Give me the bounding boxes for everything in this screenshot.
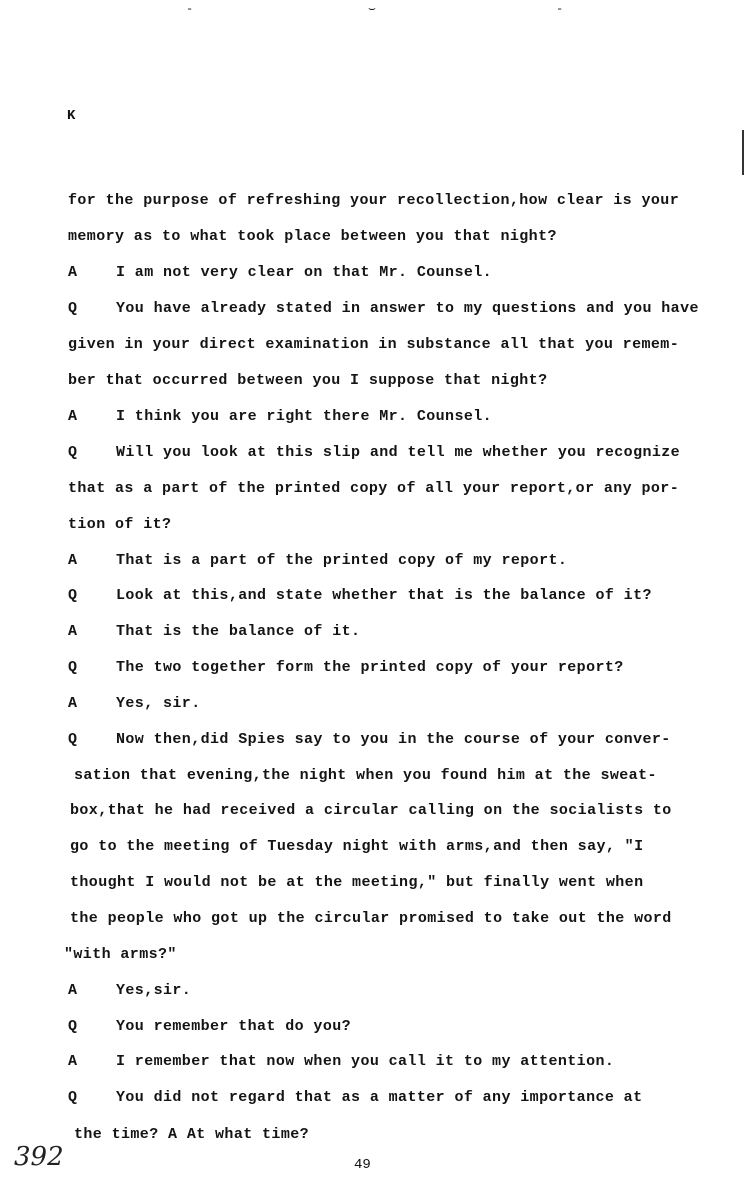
transcript-line — [74, 767, 657, 784]
line-text: for the purpose of refreshing your recollection,how clear is your — [68, 192, 680, 209]
line-text: go to the meeting of Tuesday night with arms,and then say, "I — [70, 838, 644, 855]
speaker-label: A — [68, 623, 78, 640]
transcript-line — [70, 838, 644, 855]
top-edge-marks — [0, 0, 748, 20]
edge-mark: - — [186, 2, 194, 16]
line-text: Look at this,and state whether that is the balance of it? — [116, 587, 652, 604]
transcript-line — [64, 946, 177, 963]
line-text: You have already stated in answer to my questions and you have — [116, 300, 699, 317]
speaker-label: Q — [68, 1089, 78, 1106]
speaker-label: Q — [68, 444, 78, 461]
line-text: Yes,sir. — [116, 982, 192, 999]
line-text: the people who got up the circular promised to take out the word — [70, 910, 672, 927]
handwritten-page-number: 392 — [14, 1142, 64, 1172]
transcript-line — [68, 264, 492, 281]
transcript-line — [68, 731, 671, 748]
line-text: Will you look at this slip and tell me whether you recognize — [116, 444, 681, 461]
transcript-line — [68, 659, 624, 676]
line-text: thought I would not be at the meeting," but finally went when — [70, 874, 644, 891]
line-text: I am not very clear on that Mr. Counsel. — [116, 264, 493, 281]
transcript-line — [68, 192, 679, 209]
speaker-label: A — [68, 264, 78, 281]
line-text: the time? A At what time? — [74, 1126, 310, 1143]
line-text: You did not regard that as a matter of any importance at — [116, 1089, 643, 1106]
line-text: tion of it? — [68, 516, 172, 533]
line-text: box,that he had received a circular calling on the socialists to — [70, 802, 672, 819]
transcript-line — [68, 1089, 642, 1106]
speaker-label: Q — [68, 587, 78, 604]
speaker-label: A — [68, 408, 78, 425]
transcript-line — [68, 1018, 351, 1035]
transcript-line — [70, 874, 644, 891]
transcript-line — [68, 372, 547, 389]
line-text: That is the balance of it. — [116, 623, 361, 640]
line-text: The two together form the printed copy of your report? — [116, 659, 624, 676]
transcript-line — [68, 480, 679, 497]
transcript-line — [68, 587, 652, 604]
line-text: memory as to what took place between you that night? — [68, 228, 557, 245]
line-text: I think you are right there Mr. Counsel. — [116, 408, 493, 425]
line-text: ber that occurred between you I suppose that night? — [68, 372, 548, 389]
speaker-label: A — [68, 552, 78, 569]
edge-mark: - — [556, 2, 564, 16]
transcript-line — [68, 695, 201, 712]
transcript-line — [68, 444, 680, 461]
line-text: sation that evening,the night when you found him at the sweat- — [74, 767, 657, 784]
line-text: You remember that do you? — [116, 1018, 352, 1035]
line-text: Now then,did Spies say to you in the course of your conver- — [116, 731, 671, 748]
line-text: That is a part of the printed copy of my report. — [116, 552, 568, 569]
edge-mark: ⌣ — [368, 2, 376, 16]
line-text: Yes, sir. — [116, 695, 201, 712]
speaker-label: A — [68, 982, 78, 999]
line-text: given in your direct examination in substance all that you remem- — [68, 336, 680, 353]
transcript-line — [68, 408, 492, 425]
speaker-label: Q — [68, 731, 78, 748]
speaker-label: Q — [68, 659, 78, 676]
transcript-line — [68, 228, 557, 245]
transcript-line — [70, 802, 672, 819]
transcript-line — [68, 552, 567, 569]
transcript-line — [68, 1053, 614, 1070]
speaker-label: A — [68, 695, 78, 712]
transcript-line — [68, 516, 171, 533]
margin-mark — [742, 130, 744, 175]
line-text: I remember that now when you call it to my attention. — [116, 1053, 615, 1070]
line-text: that as a part of the printed copy of all your report,or any por- — [68, 480, 680, 497]
transcript-line — [68, 623, 360, 640]
speaker-label: A — [68, 1053, 78, 1070]
transcript-line — [68, 982, 191, 999]
speaker-label: Q — [68, 1018, 78, 1035]
line-text: "with arms?" — [64, 946, 177, 963]
transcript-line — [74, 1126, 309, 1143]
speaker-label: Q — [68, 300, 78, 317]
transcript-line — [70, 910, 672, 927]
transcript-line — [68, 300, 699, 317]
section-letter: K — [67, 108, 76, 124]
page-number: 49 — [354, 1157, 371, 1173]
transcript-line — [68, 336, 679, 353]
